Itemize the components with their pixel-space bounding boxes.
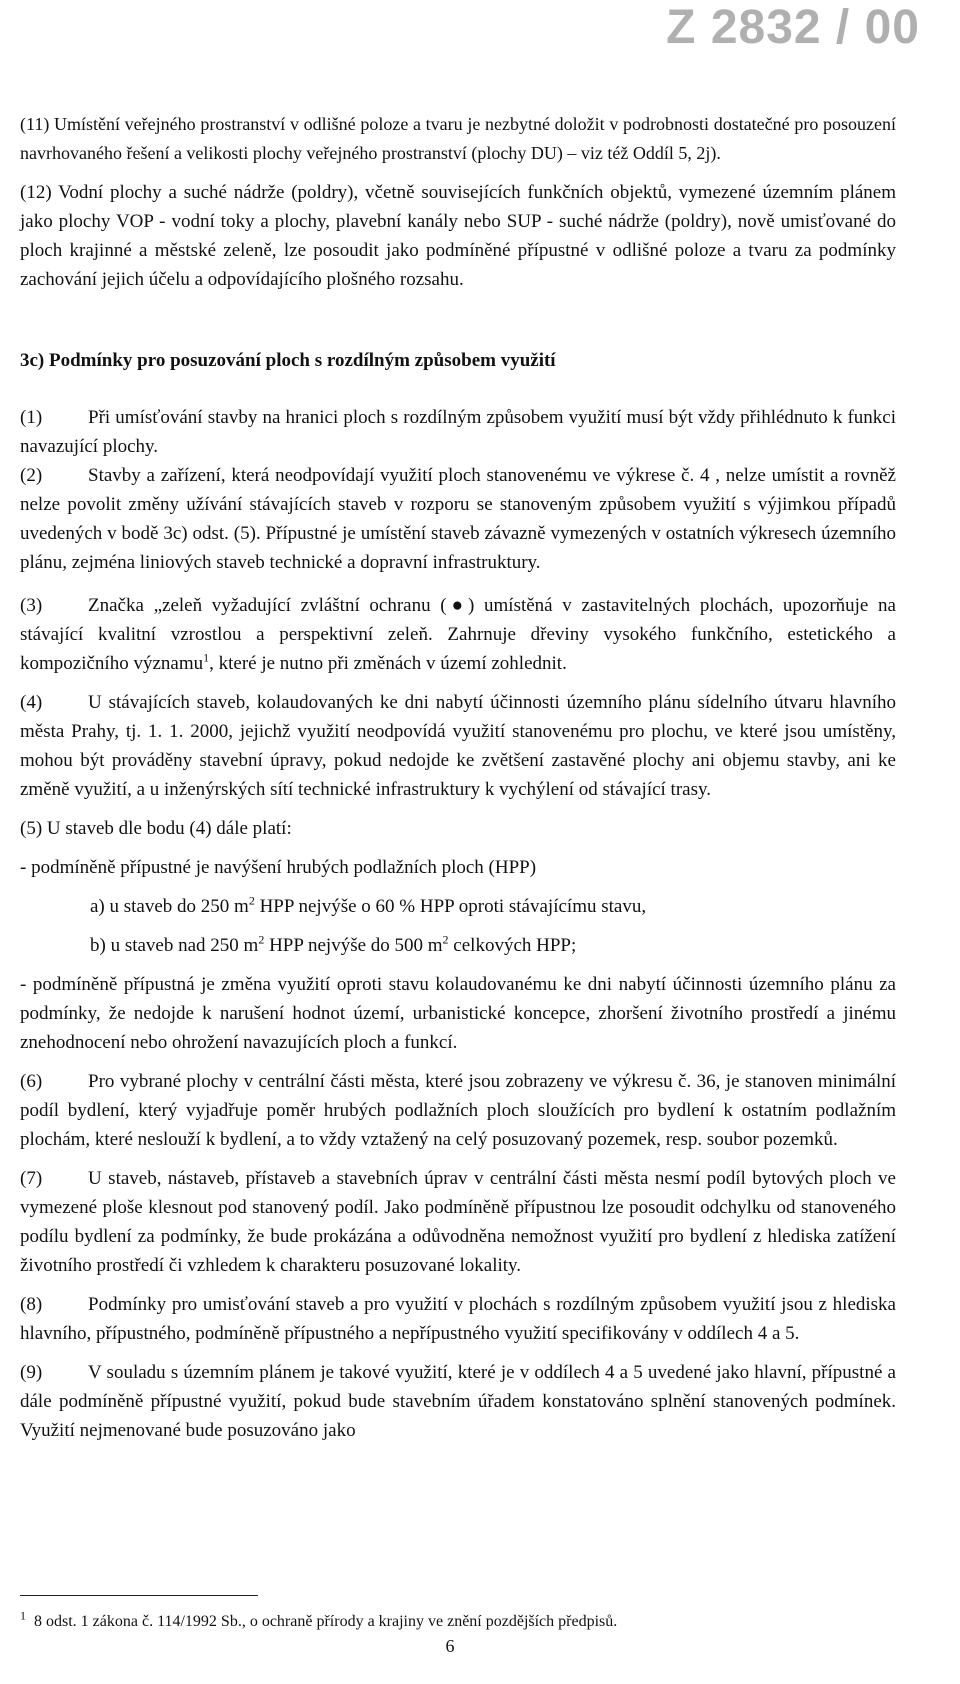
section-heading-3c: 3c) Podmínky pro posuzování ploch s rozdílným způsobem využití	[20, 350, 556, 371]
item-7	[20, 1164, 896, 1280]
item-2-text: Stavby a zařízení, která neodpovídají využití ploch stanovenému ve výkrese č. 4 , nelze umístit a rovněž nelze povolit změny užívání stávajících staveb v rozporu se stanoveným způsobem využití s výjimkou případů uvedených v bodě 3c) odst. (5). Přípustné je umístění staveb závazně vymezených v ostatních výkresech územního plánu, zejména liniových staveb technické a dopravní infrastruktury.	[20, 465, 896, 573]
item-1	[20, 403, 896, 461]
item-9-text: V souladu s územním plánem je takové využití, které je v oddílech 4 a 5 uvedené jako hlavní, přípustné a dále podmíněně přípustné využití, pokud bude stavebním úřadem konstatováno splnění stanovených podmínek. Využití nejmenované bude posuzováno jako	[20, 1362, 896, 1441]
footnote-divider	[20, 1595, 258, 1596]
item-4	[20, 688, 896, 804]
item-5-b: b) u staveb nad 250 $m^2$ HPP nejvýše do 500 $m^2$ celkových HPP;	[90, 932, 577, 956]
item-3	[20, 591, 896, 678]
footnote-mark: 1	[20, 1608, 26, 1623]
item-1-number: (1)	[20, 407, 43, 428]
item-3-text-b: , které je nutno při změnách v území zohlednit.	[209, 653, 567, 674]
item-6	[20, 1067, 896, 1154]
item-2-number: (2)	[20, 465, 43, 486]
footnote-text: 8 odst. 1 zákona č. 114/1992 Sb., o ochraně přírody a krajiny ve znění pozdějších předpisů.	[34, 1613, 618, 1630]
item-3-text-a: Značka „zeleň vyžadující zvláštní ochranu (●) umístěná v zastavitelných plochách, upozorňuje na stávající kvalitní vzrostlou a perspektivní zeleň. Zahrnuje dřeviny vysokého funkčního, estetického a kompozičního významu	[20, 595, 896, 674]
item-6-text: Pro vybrané plochy v centrální části města, které jsou zobrazeny ve výkresu č. 36, je stanoven minimální podíl bydlení, který vyjadřuje poměr hrubých podlažních ploch sloužících pro bydlení k ostatním podlažním plochám, které neslouží k bydlení, a to vždy vztažený na celý posuzovaný pozemek, resp. soubor pozemků.	[20, 1071, 896, 1150]
item-8	[20, 1290, 896, 1348]
item-9-number: (9)	[20, 1362, 43, 1383]
footnote	[20, 1608, 900, 1632]
item-8-text: Podmínky pro umisťování staveb a pro využití v plochách s rozdílným způsobem využití jsou z hlediska hlavního, přípustného, podmíněně přípustného a nepřípustného využití specifikovány v oddílech 4 a 5.	[20, 1294, 896, 1344]
item-5-title: (5) U staveb dle bodu (4) dále platí:	[20, 818, 292, 839]
item-7-text: U staveb, nástaveb, přístaveb a stavebních úprav v centrální části města nesmí podíl bytových ploch ve vymezené ploše klesnout pod stanovený podíl. Jako podmíněně přípustnou lze posoudit odchylku od stanoveného podílu bydlení za podmínky, že bude prokázána a odůvodněna nemožnost využití pro bydlení z hlediska zatížení životního prostředí či vzhledem k charakteru posuzované lokality.	[20, 1168, 896, 1276]
item-6-number: (6)	[20, 1071, 43, 1092]
item-8-number: (8)	[20, 1294, 43, 1315]
item-7-number: (7)	[20, 1168, 43, 1189]
footnote-ref: 1	[203, 650, 210, 665]
item-5-line-1: - podmíněně přípustné je navýšení hrubých podlažních ploch (HPP)	[20, 857, 537, 878]
document-body	[20, 110, 896, 1445]
item-4-text: U stávajících staveb, kolaudovaných ke dni nabytí účinnosti územního plánu sídelního útvaru hlavního města Prahy, tj. 1. 1. 2000, jejichž využití neodpovídá využití stanovenému pro plochu, ve které jsou umístěny, mohou být prováděny stavební úpravy, pokud nedojde ke zvětšení zastavěné plochy ani objemu stavby, ani ke změně využití, a u inženýrských sítí technické infrastruktury k vychýlení od stávající trasy.	[20, 692, 896, 800]
paragraph-11: (11) Umístění veřejného prostranství v odlišné poloze a tvaru je nezbytné doložit v podrobnosti dostatečné pro posouzení navrhovaného řešení a velikosti plochy veřejného prostranství (plochy DU) – viz též Oddíl 5, 2j).	[20, 114, 896, 163]
item-9	[20, 1358, 896, 1445]
paragraph-12: (12) Vodní plochy a suché nádrže (poldry), včetně souvisejících funkčních objektů, vymezené územním plánem jako plochy VOP - vodní toky a plochy, plavební kanály nebo SUP - suché nádrže (poldry), nově umisťované do ploch krajinné a městské zeleně, lze posoudit jako podmíněné přípustné v odlišné poloze a tvaru za podmínky zachování jejich účelu a odpovídajícího plošného rozsahu.	[20, 182, 896, 290]
document-id: Z 2832 / 00	[666, 1, 920, 54]
item-1-text: Při umísťování stavby na hranici ploch s rozdílným způsobem využití musí být vždy přihlédnuto k funkci navazující plochy.	[20, 407, 896, 457]
page-number: 6	[445, 1636, 455, 1656]
item-5-line-2: - podmíněně přípustná je změna využití oproti stavu kolaudovanému ke dni nabytí účinnosti územního plánu za podmínky, že nedojde k narušení hodnot území, urbanistické koncepce, zhoršení životního prostředí a jinému znehodnocení nebo ohrožení navazujících ploch a funkcí.	[20, 974, 896, 1053]
item-5-a: a) u staveb do 250 $m^2$ HPP nejvýše o 60 % HPP oproti stávajícímu stavu,	[90, 893, 647, 917]
item-3-number: (3)	[20, 595, 43, 616]
item-2	[20, 461, 896, 577]
item-4-number: (4)	[20, 692, 43, 713]
